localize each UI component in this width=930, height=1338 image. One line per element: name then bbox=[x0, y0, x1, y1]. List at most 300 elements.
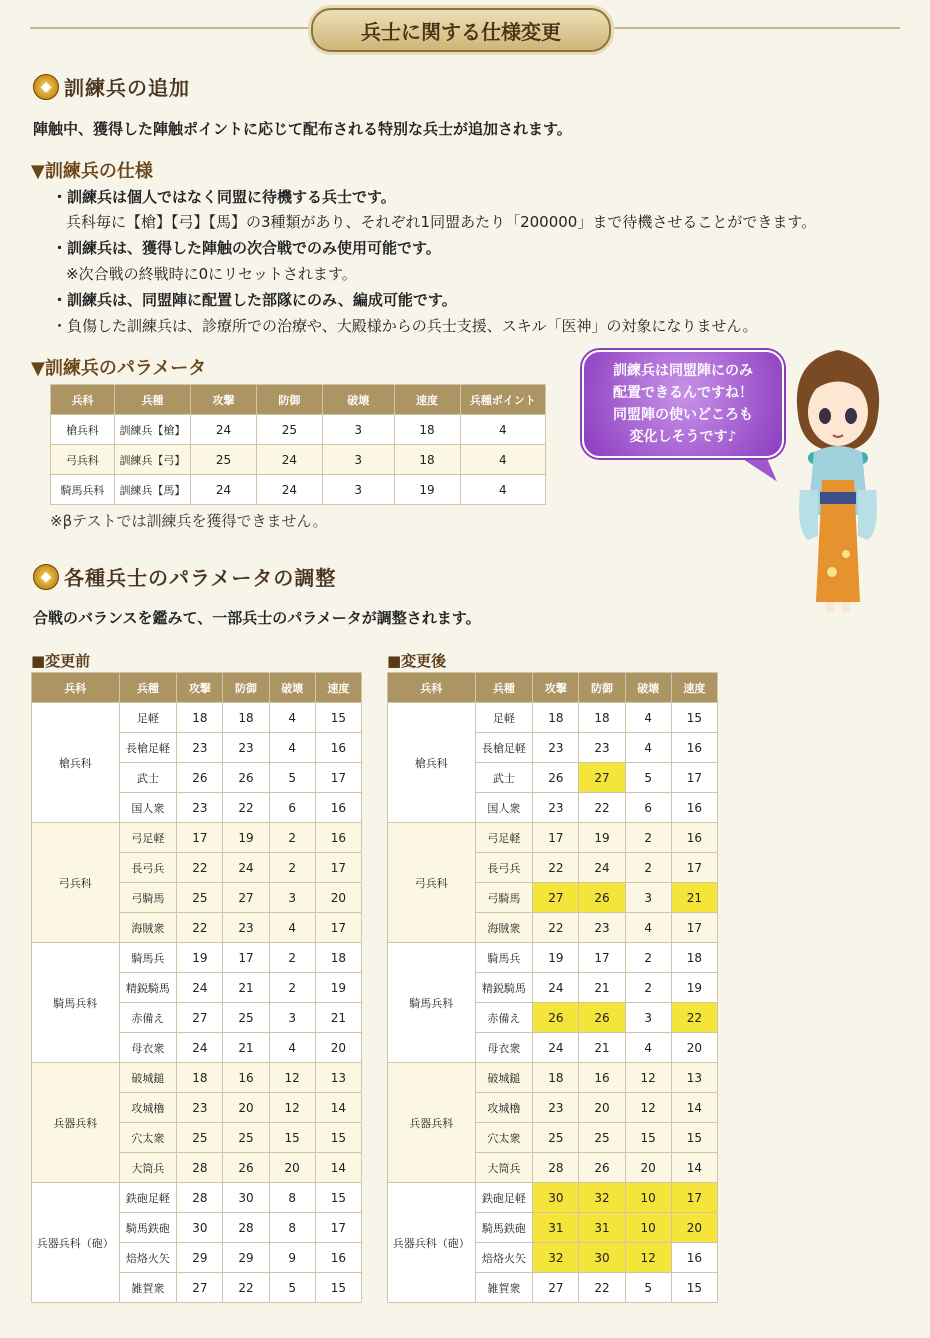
stat-cell-changed: 21 bbox=[671, 883, 717, 913]
stat-cell: 19 bbox=[315, 973, 361, 1003]
stat-cell: 22 bbox=[579, 1273, 625, 1303]
stat-cell: 2 bbox=[269, 853, 315, 883]
unit-name-cell: 破城鎚 bbox=[475, 1063, 533, 1093]
stat-cell-changed: 27 bbox=[579, 763, 625, 793]
unit-name-cell: 母衣衆 bbox=[119, 1033, 177, 1063]
stat-cell-changed: 32 bbox=[579, 1183, 625, 1213]
stat-cell: 2 bbox=[269, 823, 315, 853]
trainee-param-table bbox=[50, 384, 546, 505]
bubble-line: 配置できるんですね！ bbox=[613, 385, 753, 401]
stats-row bbox=[32, 823, 362, 853]
stat-cell: 14 bbox=[315, 1153, 361, 1183]
stat-cell: 22 bbox=[533, 853, 579, 883]
stats-header-cell: 攻撃 bbox=[533, 673, 579, 703]
stat-cell-changed: 31 bbox=[533, 1213, 579, 1243]
stat-cell: 21 bbox=[315, 1003, 361, 1033]
character-eye-right bbox=[845, 408, 857, 424]
stat-cell: 23 bbox=[223, 913, 269, 943]
unit-name-cell: 武士 bbox=[475, 763, 533, 793]
unit-name-cell: 攻城櫓 bbox=[119, 1093, 177, 1123]
stat-cell: 17 bbox=[671, 913, 717, 943]
before-label: ■変更前 bbox=[31, 652, 91, 670]
stat-cell: 30 bbox=[223, 1183, 269, 1213]
character-eye-left bbox=[819, 408, 831, 424]
unit-name-cell: 長槍足軽 bbox=[475, 733, 533, 763]
stat-cell-changed: 10 bbox=[625, 1183, 671, 1213]
stat-cell: 20 bbox=[315, 883, 361, 913]
unit-name-cell: 弓騎馬 bbox=[475, 883, 533, 913]
stat-cell-changed: 26 bbox=[579, 1003, 625, 1033]
stat-cell: 16 bbox=[315, 793, 361, 823]
unit-class-cell: 弓兵科 bbox=[32, 823, 120, 943]
stat-cell: 21 bbox=[223, 973, 269, 1003]
unit-class-cell: 槍兵科 bbox=[388, 703, 476, 823]
stat-cell: 23 bbox=[579, 913, 625, 943]
section-lead: 合戦のバランスを鑑みて、一部兵士のパラメータが調整されます。 bbox=[33, 609, 481, 627]
unit-name-cell: 雑賀衆 bbox=[475, 1273, 533, 1303]
unit-name-cell: 長弓兵 bbox=[119, 853, 177, 883]
stats-row bbox=[32, 703, 362, 733]
unit-name-cell: 穴太衆 bbox=[119, 1123, 177, 1153]
stat-cell: 15 bbox=[315, 1183, 361, 1213]
stat-cell: 25 bbox=[177, 883, 223, 913]
unit-name-cell: 海賊衆 bbox=[119, 913, 177, 943]
unit-name-cell: 穴太衆 bbox=[475, 1123, 533, 1153]
stat-cell: 15 bbox=[671, 1273, 717, 1303]
unit-name-cell: 赤備え bbox=[475, 1003, 533, 1033]
spec-bullet: ・訓練兵は、同盟陣に配置した部隊にのみ、編成可能です。 bbox=[52, 291, 457, 309]
stat-cell: 19 bbox=[223, 823, 269, 853]
stat-cell: 3 bbox=[269, 883, 315, 913]
stat-cell: 25 bbox=[533, 1123, 579, 1153]
stat-cell: 23 bbox=[177, 793, 223, 823]
stats-header-cell: 防御 bbox=[223, 673, 269, 703]
param-cell: 19 bbox=[394, 475, 460, 505]
stat-cell: 22 bbox=[533, 913, 579, 943]
unit-name-cell: 騎馬兵 bbox=[475, 943, 533, 973]
stat-cell: 19 bbox=[671, 973, 717, 1003]
param-cell: 24 bbox=[190, 475, 256, 505]
stat-cell-changed: 31 bbox=[579, 1213, 625, 1243]
unit-name-cell: 足軽 bbox=[475, 703, 533, 733]
param-cell: 3 bbox=[322, 445, 394, 475]
bubble-line: 変化しそうです♪ bbox=[629, 429, 737, 445]
stat-cell: 16 bbox=[671, 793, 717, 823]
stat-cell: 27 bbox=[533, 1273, 579, 1303]
stats-row bbox=[32, 943, 362, 973]
character-leg-left bbox=[826, 602, 834, 612]
stat-cell: 19 bbox=[177, 943, 223, 973]
stat-cell: 18 bbox=[579, 703, 625, 733]
before-stats-table bbox=[31, 672, 362, 1303]
stat-cell: 12 bbox=[269, 1063, 315, 1093]
character-face bbox=[808, 378, 868, 446]
param-header-cell: 防御 bbox=[256, 385, 322, 415]
stat-cell: 26 bbox=[177, 763, 223, 793]
param-header-row bbox=[51, 385, 546, 415]
character-flower-pattern bbox=[827, 567, 837, 577]
spec-bullet-detail: 兵科毎に【槍】【弓】【馬】の3種類があり、それぞれ1同盟あたり「200000」まで待機させることができます。 bbox=[66, 213, 817, 231]
stat-cell: 16 bbox=[315, 1243, 361, 1273]
param-cell: 24 bbox=[256, 445, 322, 475]
stats-header-row bbox=[388, 673, 718, 703]
stat-cell: 17 bbox=[315, 853, 361, 883]
stat-cell: 20 bbox=[625, 1153, 671, 1183]
stat-cell: 18 bbox=[177, 703, 223, 733]
stat-cell: 2 bbox=[625, 973, 671, 1003]
stat-cell: 26 bbox=[223, 1153, 269, 1183]
stats-header-cell: 破壊 bbox=[269, 673, 315, 703]
unit-name-cell: 母衣衆 bbox=[475, 1033, 533, 1063]
param-cell: 24 bbox=[256, 475, 322, 505]
stat-cell-changed: 27 bbox=[533, 883, 579, 913]
section-title-trainees: 訓練兵の追加 bbox=[64, 76, 190, 100]
stat-cell: 12 bbox=[625, 1093, 671, 1123]
stat-cell-changed: 20 bbox=[671, 1213, 717, 1243]
stat-cell: 5 bbox=[625, 1273, 671, 1303]
stat-cell: 22 bbox=[223, 793, 269, 823]
stat-cell-changed: 26 bbox=[579, 883, 625, 913]
stat-cell: 13 bbox=[671, 1063, 717, 1093]
param-header-cell: 兵科 bbox=[51, 385, 115, 415]
stat-cell: 18 bbox=[223, 703, 269, 733]
stat-cell: 17 bbox=[223, 943, 269, 973]
page-title: 兵士に関する仕様変更 bbox=[361, 19, 561, 44]
stat-cell: 23 bbox=[177, 1093, 223, 1123]
character-obi bbox=[820, 492, 856, 504]
spec-bullet-detail: ※次合戦の終戦時に0にリセットされます。 bbox=[66, 265, 357, 283]
stat-cell: 23 bbox=[533, 793, 579, 823]
stat-cell: 12 bbox=[625, 1063, 671, 1093]
unit-name-cell: 騎馬兵 bbox=[119, 943, 177, 973]
stats-header-cell: 兵科 bbox=[388, 673, 476, 703]
param-cell: 騎馬兵科 bbox=[51, 475, 115, 505]
unit-name-cell: 雑賀衆 bbox=[119, 1273, 177, 1303]
character-flower-pattern bbox=[842, 550, 850, 558]
stat-cell: 4 bbox=[625, 1033, 671, 1063]
stat-cell: 22 bbox=[177, 913, 223, 943]
character-sleeve-right bbox=[858, 490, 877, 540]
param-subtitle: ▼訓練兵のパラメータ bbox=[31, 358, 207, 379]
stat-cell: 3 bbox=[625, 883, 671, 913]
unit-class-cell: 兵器兵科 bbox=[388, 1063, 476, 1183]
param-cell: 18 bbox=[394, 415, 460, 445]
stat-cell: 21 bbox=[579, 1033, 625, 1063]
stat-cell: 4 bbox=[269, 733, 315, 763]
unit-name-cell: 精鋭騎馬 bbox=[119, 973, 177, 1003]
param-cell: 18 bbox=[394, 445, 460, 475]
stat-cell-changed: 17 bbox=[671, 1183, 717, 1213]
stat-cell: 14 bbox=[671, 1093, 717, 1123]
stat-cell-changed: 12 bbox=[625, 1243, 671, 1273]
stat-cell: 28 bbox=[177, 1183, 223, 1213]
param-header-cell: 破壊 bbox=[322, 385, 394, 415]
stats-row bbox=[388, 703, 718, 733]
bubble-line: 訓練兵は同盟陣にのみ bbox=[613, 363, 753, 379]
stats-row bbox=[32, 1183, 362, 1213]
stat-cell: 27 bbox=[223, 883, 269, 913]
param-cell: 24 bbox=[190, 415, 256, 445]
stat-cell: 18 bbox=[671, 943, 717, 973]
param-row bbox=[51, 415, 546, 445]
stat-cell: 25 bbox=[177, 1123, 223, 1153]
stat-cell: 23 bbox=[533, 1093, 579, 1123]
stat-cell: 2 bbox=[625, 823, 671, 853]
stat-cell: 4 bbox=[269, 703, 315, 733]
stat-cell: 14 bbox=[671, 1153, 717, 1183]
stat-cell: 29 bbox=[223, 1243, 269, 1273]
stat-cell: 17 bbox=[671, 853, 717, 883]
character-leg-right bbox=[842, 602, 850, 612]
unit-class-cell: 槍兵科 bbox=[32, 703, 120, 823]
stat-cell: 15 bbox=[671, 1123, 717, 1153]
spec-subtitle: ▼訓練兵の仕様 bbox=[31, 161, 153, 182]
stat-cell: 23 bbox=[223, 733, 269, 763]
param-cell: 訓練兵【弓】 bbox=[114, 445, 190, 475]
param-cell: 3 bbox=[322, 415, 394, 445]
stat-cell: 6 bbox=[625, 793, 671, 823]
stat-cell: 15 bbox=[315, 703, 361, 733]
character-sleeve-left bbox=[799, 490, 818, 540]
stat-cell: 28 bbox=[177, 1153, 223, 1183]
stat-cell: 8 bbox=[269, 1213, 315, 1243]
stat-cell: 4 bbox=[269, 1033, 315, 1063]
stat-cell: 4 bbox=[625, 913, 671, 943]
stats-header-cell: 速度 bbox=[671, 673, 717, 703]
stat-cell: 20 bbox=[269, 1153, 315, 1183]
stats-header-row bbox=[32, 673, 362, 703]
stat-cell: 19 bbox=[533, 943, 579, 973]
stat-cell: 16 bbox=[223, 1063, 269, 1093]
param-note: ※βテストでは訓練兵を獲得できません。 bbox=[50, 512, 328, 530]
section-lead: 陣触中、獲得した陣触ポイントに応じて配布される特別な兵士が追加されます。 bbox=[33, 120, 572, 138]
stat-cell: 3 bbox=[269, 1003, 315, 1033]
param-cell: 4 bbox=[460, 445, 545, 475]
stat-cell: 24 bbox=[177, 973, 223, 1003]
stats-row bbox=[32, 1063, 362, 1093]
stat-cell: 3 bbox=[625, 1003, 671, 1033]
section-emblem-icon: ◆ bbox=[33, 564, 59, 590]
stat-cell: 6 bbox=[269, 793, 315, 823]
character-illustration bbox=[778, 340, 898, 615]
spec-bullet: ・訓練兵は個人ではなく同盟に待機する兵士です。 bbox=[52, 188, 396, 206]
stat-cell: 4 bbox=[269, 913, 315, 943]
stats-header-cell: 速度 bbox=[315, 673, 361, 703]
stat-cell-changed: 26 bbox=[533, 1003, 579, 1033]
stat-cell: 13 bbox=[315, 1063, 361, 1093]
stat-cell: 22 bbox=[223, 1273, 269, 1303]
stat-cell: 5 bbox=[269, 1273, 315, 1303]
unit-name-cell: 攻城櫓 bbox=[475, 1093, 533, 1123]
stat-cell: 23 bbox=[579, 733, 625, 763]
unit-name-cell: 国人衆 bbox=[475, 793, 533, 823]
stat-cell: 17 bbox=[315, 1213, 361, 1243]
stat-cell: 18 bbox=[315, 943, 361, 973]
param-cell: 訓練兵【馬】 bbox=[114, 475, 190, 505]
stat-cell: 24 bbox=[223, 853, 269, 883]
param-cell: 3 bbox=[322, 475, 394, 505]
stats-header-cell: 兵種 bbox=[475, 673, 533, 703]
unit-name-cell: 長弓兵 bbox=[475, 853, 533, 883]
param-cell: 25 bbox=[256, 415, 322, 445]
stat-cell: 2 bbox=[625, 943, 671, 973]
stat-cell: 15 bbox=[315, 1123, 361, 1153]
unit-name-cell: 海賊衆 bbox=[475, 913, 533, 943]
stat-cell: 17 bbox=[671, 763, 717, 793]
stats-header-cell: 兵種 bbox=[119, 673, 177, 703]
stat-cell: 18 bbox=[177, 1063, 223, 1093]
stat-cell: 30 bbox=[177, 1213, 223, 1243]
stat-cell: 24 bbox=[533, 1033, 579, 1063]
stat-cell: 27 bbox=[177, 1273, 223, 1303]
stat-cell: 29 bbox=[177, 1243, 223, 1273]
stats-row bbox=[388, 1063, 718, 1093]
stats-header-cell: 兵科 bbox=[32, 673, 120, 703]
stat-cell: 26 bbox=[533, 763, 579, 793]
unit-class-cell: 兵器兵科 bbox=[32, 1063, 120, 1183]
stat-cell-changed: 30 bbox=[579, 1243, 625, 1273]
stat-cell-changed: 22 bbox=[671, 1003, 717, 1033]
stat-cell: 5 bbox=[625, 763, 671, 793]
unit-name-cell: 赤備え bbox=[119, 1003, 177, 1033]
section-emblem-icon: ◆ bbox=[33, 74, 59, 100]
param-cell: 訓練兵【槍】 bbox=[114, 415, 190, 445]
bubble-line: 同盟陣の使いどころも bbox=[613, 407, 753, 423]
stat-cell: 26 bbox=[223, 763, 269, 793]
stat-cell: 25 bbox=[223, 1123, 269, 1153]
stats-header-cell: 攻撃 bbox=[177, 673, 223, 703]
stat-cell: 25 bbox=[223, 1003, 269, 1033]
unit-name-cell: 焙烙火矢 bbox=[475, 1243, 533, 1273]
stat-cell: 24 bbox=[579, 853, 625, 883]
stat-cell-changed: 32 bbox=[533, 1243, 579, 1273]
stat-cell: 4 bbox=[625, 703, 671, 733]
stat-cell: 28 bbox=[223, 1213, 269, 1243]
unit-name-cell: 鉄砲足軽 bbox=[475, 1183, 533, 1213]
stat-cell: 20 bbox=[579, 1093, 625, 1123]
stat-cell: 18 bbox=[533, 703, 579, 733]
stat-cell: 2 bbox=[269, 973, 315, 1003]
param-cell: 4 bbox=[460, 475, 545, 505]
stat-cell: 4 bbox=[625, 733, 671, 763]
param-cell: 4 bbox=[460, 415, 545, 445]
stat-cell: 16 bbox=[671, 1243, 717, 1273]
unit-name-cell: 騎馬鉄砲 bbox=[475, 1213, 533, 1243]
param-header-cell: 攻撃 bbox=[190, 385, 256, 415]
stat-cell-changed: 30 bbox=[533, 1183, 579, 1213]
stats-row bbox=[388, 1183, 718, 1213]
stat-cell: 28 bbox=[533, 1153, 579, 1183]
unit-name-cell: 破城鎚 bbox=[119, 1063, 177, 1093]
unit-name-cell: 大筒兵 bbox=[475, 1153, 533, 1183]
stat-cell: 21 bbox=[579, 973, 625, 1003]
stat-cell: 21 bbox=[223, 1033, 269, 1063]
param-cell: 弓兵科 bbox=[51, 445, 115, 475]
stat-cell: 27 bbox=[177, 1003, 223, 1033]
unit-name-cell: 長槍足軽 bbox=[119, 733, 177, 763]
after-stats-table bbox=[387, 672, 718, 1303]
unit-name-cell: 鉄砲足軽 bbox=[119, 1183, 177, 1213]
stat-cell: 17 bbox=[177, 823, 223, 853]
param-row bbox=[51, 445, 546, 475]
stat-cell: 9 bbox=[269, 1243, 315, 1273]
stat-cell: 19 bbox=[579, 823, 625, 853]
stat-cell: 23 bbox=[177, 733, 223, 763]
stat-cell: 22 bbox=[579, 793, 625, 823]
unit-name-cell: 武士 bbox=[119, 763, 177, 793]
unit-name-cell: 弓足軽 bbox=[119, 823, 177, 853]
stat-cell: 20 bbox=[223, 1093, 269, 1123]
unit-name-cell: 足軽 bbox=[119, 703, 177, 733]
stat-cell: 16 bbox=[671, 823, 717, 853]
unit-class-cell: 騎馬兵科 bbox=[388, 943, 476, 1063]
spec-bullet: ・負傷した訓練兵は、診療所での治療や、大殿様からの兵士支援、スキル「医神」の対象になりません。 bbox=[52, 317, 758, 335]
stat-cell: 24 bbox=[533, 973, 579, 1003]
param-cell: 槍兵科 bbox=[51, 415, 115, 445]
stats-header-cell: 破壊 bbox=[625, 673, 671, 703]
stat-cell: 16 bbox=[671, 733, 717, 763]
unit-name-cell: 国人衆 bbox=[119, 793, 177, 823]
stat-cell: 22 bbox=[177, 853, 223, 883]
unit-class-cell: 兵器兵科（砲） bbox=[32, 1183, 120, 1303]
stat-cell: 2 bbox=[269, 943, 315, 973]
stat-cell: 17 bbox=[533, 823, 579, 853]
param-header-cell: 兵種ポイント bbox=[460, 385, 545, 415]
section-title-adjustment: 各種兵士のパラメータの調整 bbox=[64, 566, 337, 590]
stat-cell: 17 bbox=[579, 943, 625, 973]
unit-name-cell: 弓騎馬 bbox=[119, 883, 177, 913]
stat-cell: 14 bbox=[315, 1093, 361, 1123]
stat-cell: 16 bbox=[315, 823, 361, 853]
param-cell: 25 bbox=[190, 445, 256, 475]
stat-cell: 18 bbox=[533, 1063, 579, 1093]
spec-bullet: ・訓練兵は、獲得した陣触の次合戦でのみ使用可能です。 bbox=[52, 239, 441, 257]
stat-cell: 24 bbox=[177, 1033, 223, 1063]
unit-name-cell: 大筒兵 bbox=[119, 1153, 177, 1183]
stat-cell: 15 bbox=[671, 703, 717, 733]
stats-header-cell: 防御 bbox=[579, 673, 625, 703]
speech-bubble bbox=[582, 350, 784, 458]
stat-cell: 17 bbox=[315, 913, 361, 943]
unit-name-cell: 焙烙火矢 bbox=[119, 1243, 177, 1273]
stat-cell: 20 bbox=[315, 1033, 361, 1063]
param-header-cell: 兵種 bbox=[114, 385, 190, 415]
stat-cell: 16 bbox=[579, 1063, 625, 1093]
stat-cell: 25 bbox=[579, 1123, 625, 1153]
param-row bbox=[51, 475, 546, 505]
stat-cell: 15 bbox=[269, 1123, 315, 1153]
stat-cell: 17 bbox=[315, 763, 361, 793]
stat-cell: 26 bbox=[579, 1153, 625, 1183]
after-label: ■変更後 bbox=[387, 652, 447, 670]
stat-cell: 8 bbox=[269, 1183, 315, 1213]
param-header-cell: 速度 bbox=[394, 385, 460, 415]
stat-cell: 2 bbox=[625, 853, 671, 883]
stat-cell: 12 bbox=[269, 1093, 315, 1123]
unit-name-cell: 弓足軽 bbox=[475, 823, 533, 853]
unit-class-cell: 弓兵科 bbox=[388, 823, 476, 943]
stat-cell: 15 bbox=[625, 1123, 671, 1153]
stat-cell: 23 bbox=[533, 733, 579, 763]
stat-cell: 5 bbox=[269, 763, 315, 793]
stat-cell-changed: 10 bbox=[625, 1213, 671, 1243]
unit-class-cell: 騎馬兵科 bbox=[32, 943, 120, 1063]
page-title-plate bbox=[311, 8, 611, 52]
stats-row bbox=[388, 943, 718, 973]
unit-name-cell: 精鋭騎馬 bbox=[475, 973, 533, 1003]
unit-name-cell: 騎馬鉄砲 bbox=[119, 1213, 177, 1243]
stat-cell: 16 bbox=[315, 733, 361, 763]
